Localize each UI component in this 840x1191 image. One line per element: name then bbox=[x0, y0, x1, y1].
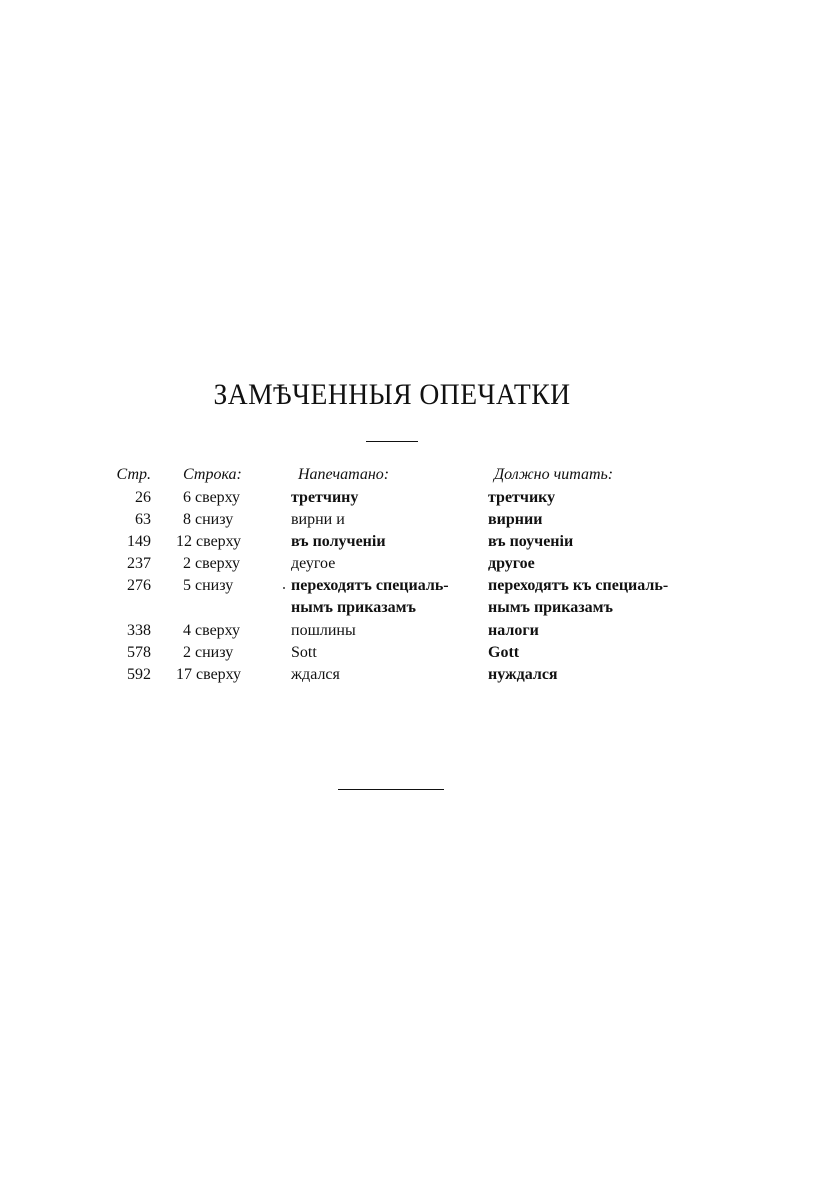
errata-page-number: 592 bbox=[127, 666, 151, 683]
header-line: Строка: bbox=[183, 466, 242, 483]
errata-line-ref: 5 снизу bbox=[183, 577, 234, 594]
errata-line-ref: 4 сверху bbox=[183, 622, 241, 639]
errata-correct-text: налоги bbox=[488, 622, 539, 639]
errata-page-number: 149 bbox=[127, 533, 151, 550]
page-title: ЗАМѢЧЕННЫЯ ОПЕЧАТКИ bbox=[213, 378, 571, 411]
errata-printed-text: пошлины bbox=[291, 622, 356, 639]
errata-page-number: 63 bbox=[135, 511, 151, 528]
errata-correct-text: третчику bbox=[488, 489, 556, 506]
errata-line-ref: 2 сверху bbox=[183, 555, 241, 572]
errata-correct-text: Gott bbox=[488, 644, 520, 661]
header-printed: Напечатано: bbox=[298, 466, 390, 483]
errata-printed-text: ждался bbox=[291, 666, 340, 683]
errata-correct-text: нымъ приказамъ bbox=[488, 599, 613, 616]
errata-printed-text: въ полученіи bbox=[291, 533, 386, 550]
errata-printed-text: деугое bbox=[291, 555, 336, 572]
errata-printed-text: третчину bbox=[291, 489, 359, 506]
errata-line-ref: 17 сверху bbox=[176, 666, 242, 683]
errata-page-number: 578 bbox=[127, 644, 151, 661]
errata-printed-text: переходятъ специаль- bbox=[291, 577, 449, 594]
errata-page-number: 338 bbox=[127, 622, 151, 639]
errata-correct-text: нуждался bbox=[488, 666, 558, 683]
errata-page-number: 276 bbox=[127, 577, 151, 594]
errata-page-number: 26 bbox=[135, 489, 151, 506]
errata-correct-text: переходятъ къ специаль- bbox=[488, 577, 669, 594]
end-rule bbox=[338, 789, 444, 790]
errata-correct-text: вирнии bbox=[488, 511, 543, 528]
errata-line-ref: 8 снизу bbox=[183, 511, 234, 528]
errata-printed-text: вирни и bbox=[291, 511, 345, 528]
stray-mark bbox=[283, 587, 285, 589]
errata-line-ref: 2 снизу bbox=[183, 644, 234, 661]
errata-page-number: 237 bbox=[127, 555, 151, 572]
errata-line-ref: 6 сверху bbox=[183, 489, 241, 506]
header-page: Стр. bbox=[116, 466, 151, 483]
errata-line-ref: 12 сверху bbox=[176, 533, 242, 550]
header-correct: Должно читать: bbox=[494, 466, 614, 483]
errata-correct-text: другое bbox=[488, 555, 535, 572]
errata-correct-text: въ поученіи bbox=[488, 533, 574, 550]
errata-printed-text: Sott bbox=[291, 644, 317, 661]
errata-printed-text: нымъ приказамъ bbox=[291, 599, 416, 616]
